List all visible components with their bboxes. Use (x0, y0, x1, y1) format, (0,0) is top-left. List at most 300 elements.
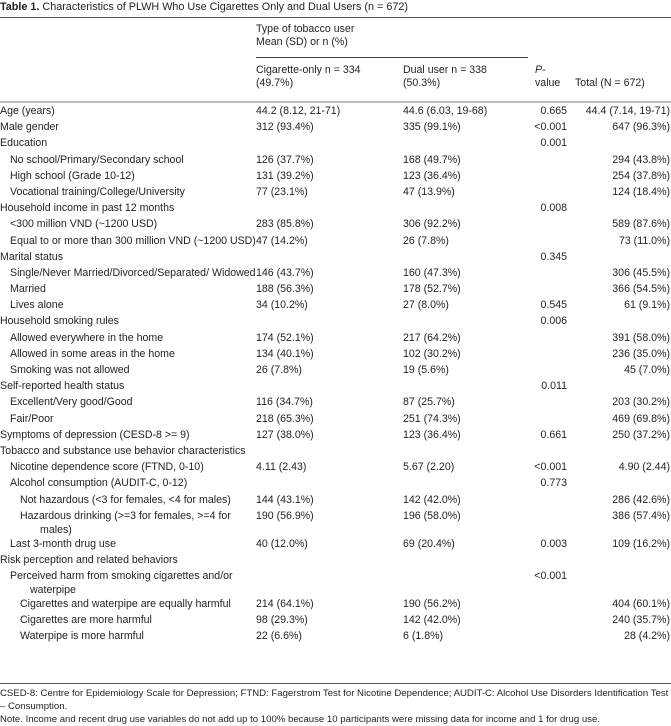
row-label (0, 629, 256, 645)
row-label (0, 136, 256, 152)
cell-total (567, 569, 671, 597)
cell-cigarette-only (256, 537, 403, 553)
cell-total (567, 234, 671, 250)
cell-cigarette-only-text: 134 (40.1%) (256, 347, 314, 360)
cell-cigarette-only (256, 553, 403, 569)
cell-cigarette-only (256, 120, 403, 136)
cell-p-value (531, 509, 567, 537)
row-label-text: Single/Never Married/Divorced/Separated/ Widowed (10, 266, 256, 279)
cell-total-text: 73 (11.0%) (618, 234, 670, 247)
table-row (0, 120, 671, 136)
table-row (0, 153, 671, 169)
cell-p-value (531, 569, 567, 597)
cell-cigarette-only (256, 234, 403, 250)
cell-dual-user (403, 250, 531, 266)
cell-p-value-text: 0.545 (540, 299, 567, 312)
row-label (0, 613, 256, 629)
row-label (0, 428, 256, 444)
cell-p-value (531, 298, 567, 314)
header-cig-line2: (49.7%) (256, 77, 294, 89)
table-number: Table 1. (0, 1, 40, 13)
row-label-text: Last 3-month drug use (10, 537, 116, 550)
cell-p-value (531, 217, 567, 233)
cell-cigarette-only-text: 22 (6.6%) (256, 630, 302, 643)
row-label (0, 444, 256, 460)
row-label-text: Household smoking rules (0, 315, 119, 328)
table-row (0, 395, 671, 411)
cell-p-value (531, 444, 567, 460)
cell-total (567, 460, 671, 476)
cell-total-text: 286 (42.6%) (612, 493, 670, 506)
cell-total (567, 476, 671, 492)
row-label (0, 266, 256, 282)
cell-cigarette-only (256, 136, 403, 152)
row-label (0, 553, 256, 569)
cell-dual-user (403, 629, 531, 645)
cell-dual-user (403, 553, 531, 569)
row-label-text: <300 million VND (~1200 USD) (10, 218, 158, 231)
cell-p-value (531, 493, 567, 509)
cell-dual-user-text: 190 (56.2%) (403, 598, 461, 611)
row-label (0, 537, 256, 553)
cell-dual-user (403, 120, 531, 136)
cell-p-value (531, 250, 567, 266)
row-label-text: Allowed everywhere in the home (10, 331, 164, 344)
cell-dual-user (403, 153, 531, 169)
cell-total (567, 266, 671, 282)
header-dual-user (403, 64, 487, 90)
row-label-text: Self-reported health status (0, 380, 125, 393)
cell-p-value (531, 395, 567, 411)
cell-cigarette-only (256, 185, 403, 201)
cell-total (567, 201, 671, 217)
table-title (0, 1, 408, 13)
table-row (0, 444, 671, 460)
cell-total (567, 613, 671, 629)
cell-dual-user-text: 102 (30.2%) (403, 347, 461, 360)
cell-total (567, 379, 671, 395)
cell-total-text: 240 (35.7%) (612, 614, 670, 627)
table-row (0, 597, 671, 613)
cell-total-text: 28 (4.2%) (624, 630, 670, 643)
cell-total-text: 4.90 (2.44) (618, 461, 670, 474)
cell-total (567, 136, 671, 152)
cell-dual-user-text: 160 (47.3%) (403, 266, 461, 279)
cell-total (567, 363, 671, 379)
cell-cigarette-only (256, 347, 403, 363)
cell-dual-user (403, 282, 531, 298)
cell-p-value (531, 412, 567, 428)
row-label (0, 331, 256, 347)
cell-p-value (531, 314, 567, 330)
cell-p-value (531, 597, 567, 613)
cell-p-value (531, 428, 567, 444)
cell-cigarette-only-text: 4.11 (2.43) (256, 461, 307, 474)
cell-dual-user (403, 363, 531, 379)
cell-dual-user (403, 347, 531, 363)
cell-cigarette-only (256, 476, 403, 492)
row-label (0, 104, 256, 120)
cell-total-text: 254 (37.8%) (612, 169, 670, 182)
cell-dual-user (403, 104, 531, 120)
cell-dual-user (403, 331, 531, 347)
row-label (0, 412, 256, 428)
cell-total-text: 366 (54.5%) (612, 283, 670, 296)
row-label-text: Alcohol consumption (AUDIT-C, 0-12) (10, 477, 188, 490)
cell-dual-user-text: 123 (36.4%) (403, 428, 461, 441)
table-row (0, 201, 671, 217)
row-label (0, 460, 256, 476)
row-label (0, 379, 256, 395)
cell-cigarette-only-text: 98 (29.3%) (256, 614, 308, 627)
row-label (0, 363, 256, 379)
row-label-text: Excellent/Very good/Good (10, 396, 133, 409)
cell-dual-user (403, 597, 531, 613)
cell-cigarette-only (256, 629, 403, 645)
cell-total (567, 331, 671, 347)
cell-cigarette-only-text: 127 (38.0%) (256, 428, 314, 441)
row-label-text: Smoking was not allowed (10, 364, 130, 376)
cell-cigarette-only (256, 104, 403, 120)
cell-total-text: 250 (37.2%) (612, 428, 670, 441)
cell-cigarette-only (256, 379, 403, 395)
cell-cigarette-only (256, 331, 403, 347)
cell-cigarette-only-text: 126 (37.7%) (256, 153, 314, 166)
table-row (0, 363, 671, 379)
cell-total (567, 282, 671, 298)
cell-total-text: 203 (30.2%) (612, 396, 670, 409)
table-row (0, 282, 671, 298)
cell-p-value-text: <0.001 (534, 570, 567, 583)
cell-dual-user (403, 266, 531, 282)
row-label-text: Tobacco and substance use behavior characteristics (0, 444, 246, 457)
cell-cigarette-only (256, 493, 403, 509)
cell-dual-user (403, 460, 531, 476)
cell-dual-user-text: 87 (25.7%) (403, 396, 455, 409)
table-row (0, 169, 671, 185)
table-row (0, 250, 671, 266)
cell-cigarette-only (256, 428, 403, 444)
row-label-text: Marital status (0, 250, 63, 263)
cell-dual-user (403, 509, 531, 537)
cell-dual-user-text: 5.67 (2.20) (403, 461, 455, 474)
row-label-text: Cigarettes are more harmful (20, 614, 152, 627)
cell-p-value (531, 234, 567, 250)
row-label (0, 217, 256, 233)
cell-dual-user (403, 428, 531, 444)
cell-total-text: 236 (35.0%) (612, 347, 670, 360)
cell-p-value-text: 0.773 (540, 477, 567, 490)
cell-total-text: 386 (57.4%) (612, 509, 670, 522)
row-label-text: No school/Primary/Secondary school (10, 153, 184, 166)
row-label-text: Nicotine dependence score (FTND, 0-10) (10, 461, 204, 474)
row-label (0, 493, 256, 509)
cell-cigarette-only (256, 201, 403, 217)
cell-dual-user (403, 217, 531, 233)
cell-cigarette-only (256, 363, 403, 379)
table-row (0, 428, 671, 444)
cell-p-value (531, 476, 567, 492)
cell-cigarette-only-text: 144 (43.1%) (256, 493, 314, 506)
cell-total (567, 629, 671, 645)
table-row (0, 347, 671, 363)
cell-cigarette-only (256, 266, 403, 282)
cell-p-value (531, 136, 567, 152)
row-label-text: Fair/Poor (10, 412, 54, 425)
footnote-abbreviations: CSED-8: Centre for Epidemiology Scale for Depression; FTND: Fagerstrom Test for Nicotine Dependence; AUDIT-C: Alcohol Use Disorders Identification Test – Consumption. (0, 688, 669, 712)
cell-dual-user-text: 123 (36.4%) (403, 169, 461, 182)
cell-dual-user (403, 613, 531, 629)
cell-cigarette-only (256, 395, 403, 411)
cell-p-value-text: <0.001 (534, 461, 567, 474)
cell-total-text: 124 (18.4%) (612, 185, 670, 198)
header-group (256, 23, 354, 49)
cell-cigarette-only (256, 153, 403, 169)
row-label (0, 347, 256, 363)
header-group-line1: Type of tobacco user (256, 23, 355, 35)
cell-total-text: 469 (69.8%) (612, 412, 670, 425)
cell-dual-user (403, 185, 531, 201)
row-label-text: Allowed in some areas in the home (10, 347, 175, 360)
cell-p-value (531, 282, 567, 298)
cell-total (567, 493, 671, 509)
cell-cigarette-only (256, 613, 403, 629)
cell-p-value (531, 460, 567, 476)
header-p-line1: P- (535, 64, 546, 76)
table-row (0, 509, 671, 537)
cell-total (567, 120, 671, 136)
row-label (0, 201, 256, 217)
cell-dual-user (403, 136, 531, 152)
cell-total-text: 404 (60.1%) (612, 598, 670, 611)
row-label-text: High school (Grade 10-12) (10, 169, 135, 182)
table-row (0, 476, 671, 492)
cell-total (567, 597, 671, 613)
header-p-value (535, 64, 560, 90)
table-row (0, 136, 671, 152)
row-label-text: Not hazardous (<3 for females, <4 for males) (20, 493, 231, 506)
row-label (0, 234, 256, 250)
table-row (0, 217, 671, 233)
table-row (0, 613, 671, 629)
table-row (0, 314, 671, 330)
cell-p-value-text: 0.003 (540, 537, 567, 550)
row-label (0, 153, 256, 169)
cell-total (567, 444, 671, 460)
cell-p-value (531, 331, 567, 347)
cell-cigarette-only (256, 412, 403, 428)
cell-total (567, 153, 671, 169)
cell-total (567, 553, 671, 569)
cell-cigarette-only (256, 460, 403, 476)
cell-cigarette-only-text: 190 (56.9%) (256, 509, 314, 522)
cell-dual-user (403, 298, 531, 314)
cell-dual-user (403, 493, 531, 509)
cell-cigarette-only (256, 169, 403, 185)
row-label-text: Household income in past 12 months (0, 202, 175, 215)
row-label (0, 569, 256, 597)
row-label-text: Lives alone (10, 299, 64, 312)
header-total: Total (N = 672) (575, 77, 645, 89)
table-row (0, 493, 671, 509)
cell-p-value (531, 379, 567, 395)
cell-total-text: 647 (96.3%) (612, 121, 670, 134)
cell-dual-user-text: 251 (74.3%) (403, 412, 461, 425)
table-row (0, 412, 671, 428)
cell-cigarette-only-text: 131 (39.2%) (256, 169, 314, 182)
cell-total (567, 169, 671, 185)
cell-cigarette-only-text: 312 (93.4%) (256, 121, 314, 134)
table-row (0, 460, 671, 476)
header-p-line2: value (535, 77, 561, 89)
cell-total (567, 428, 671, 444)
cell-cigarette-only (256, 217, 403, 233)
row-label (0, 250, 256, 266)
table-row (0, 629, 671, 645)
row-label-text: Cigarettes and waterpipe are equally harmful (20, 598, 231, 611)
cell-p-value (531, 537, 567, 553)
cell-cigarette-only-text: 44.2 (8.12, 21-71) (256, 105, 341, 117)
table-row (0, 298, 671, 314)
cell-total (567, 185, 671, 201)
cell-p-value (531, 629, 567, 645)
cell-p-value (531, 104, 567, 120)
cell-p-value-text: 0.001 (540, 137, 567, 150)
cell-cigarette-only-text: 174 (52.1%) (256, 331, 314, 344)
header-rule (0, 101, 671, 103)
row-label-text: Waterpipe is more harmful (20, 630, 144, 643)
row-label-text: Hazardous drinking (>=3 for females, >=4 for males) (20, 509, 231, 536)
cell-cigarette-only (256, 597, 403, 613)
cell-dual-user (403, 395, 531, 411)
cell-total-text: 391 (58.0%) (612, 331, 670, 344)
header-cig-line1: Cigarette-only n = 334 (256, 64, 361, 76)
cell-total-text: 109 (16.2%) (612, 537, 670, 550)
cell-dual-user-text: 196 (58.0%) (403, 509, 461, 522)
cell-total (567, 104, 671, 120)
cell-dual-user-text: 306 (92.2%) (403, 218, 461, 231)
header-dual-line2: (50.3%) (403, 77, 441, 89)
cell-dual-user (403, 201, 531, 217)
row-label-text: Vocational training/College/University (10, 185, 185, 198)
cell-dual-user-text: 142 (42.0%) (403, 614, 461, 627)
row-label-text: Age (years) (0, 105, 55, 117)
table-row (0, 379, 671, 395)
cell-cigarette-only-text: 188 (56.3%) (256, 283, 314, 296)
cell-dual-user-text: 217 (64.2%) (403, 331, 461, 344)
table-row (0, 331, 671, 347)
cell-cigarette-only-text: 146 (43.7%) (256, 266, 314, 279)
row-label (0, 120, 256, 136)
bottom-rule (0, 683, 671, 684)
cell-total-text: 61 (9.1%) (624, 299, 670, 312)
cell-p-value-text: 0.006 (540, 315, 567, 328)
cell-cigarette-only-text: 116 (34.7%) (256, 396, 313, 409)
row-label (0, 282, 256, 298)
cell-p-value-text: 0.665 (540, 105, 567, 117)
cell-p-value (531, 153, 567, 169)
cell-total-text: 306 (45.5%) (612, 266, 670, 279)
row-label (0, 476, 256, 492)
footnotes (0, 687, 671, 726)
cell-p-value (531, 613, 567, 629)
cell-cigarette-only (256, 250, 403, 266)
cell-dual-user-text: 335 (99.1%) (403, 121, 461, 134)
cell-p-value (531, 185, 567, 201)
cell-dual-user (403, 444, 531, 460)
cell-cigarette-only-text: 26 (7.8%) (256, 364, 302, 376)
cell-cigarette-only-text: 214 (64.1%) (256, 598, 314, 611)
table-row (0, 537, 671, 553)
header-cigarette-only (256, 64, 361, 90)
row-label (0, 597, 256, 613)
cell-p-value (531, 201, 567, 217)
table-caption: Characteristics of PLWH Who Use Cigarettes Only and Dual Users (n = 672) (42, 1, 408, 13)
cell-cigarette-only (256, 298, 403, 314)
row-label-text: Married (10, 283, 46, 296)
table-row (0, 185, 671, 201)
cell-total (567, 217, 671, 233)
header-group-line2: Mean (SD) or n (%) (256, 36, 348, 48)
row-label-text: Risk perception and related behaviors (0, 553, 178, 566)
cell-p-value (531, 553, 567, 569)
top-rule (0, 17, 671, 18)
cell-dual-user-text: 69 (20.4%) (403, 537, 455, 550)
cell-total (567, 314, 671, 330)
row-label (0, 314, 256, 330)
cell-p-value-text: 0.661 (540, 428, 567, 441)
cell-dual-user-text: 19 (5.6%) (403, 364, 449, 376)
cell-dual-user (403, 569, 531, 597)
header-group-rule (256, 57, 528, 58)
table-row (0, 553, 671, 569)
cell-total (567, 412, 671, 428)
cell-dual-user (403, 314, 531, 330)
cell-p-value-text: 0.011 (541, 380, 567, 393)
cell-dual-user-text: 27 (8.0%) (403, 299, 449, 312)
table-row (0, 266, 671, 282)
cell-cigarette-only (256, 282, 403, 298)
table-row (0, 104, 671, 120)
cell-p-value (531, 347, 567, 363)
cell-total (567, 395, 671, 411)
characteristics-table (0, 104, 671, 646)
cell-total-text: 589 (87.6%) (612, 218, 670, 231)
cell-p-value (531, 363, 567, 379)
cell-dual-user-text: 26 (7.8%) (403, 234, 449, 247)
cell-p-value (531, 169, 567, 185)
cell-total (567, 347, 671, 363)
cell-dual-user (403, 234, 531, 250)
cell-total (567, 298, 671, 314)
cell-p-value (531, 266, 567, 282)
cell-cigarette-only (256, 314, 403, 330)
cell-cigarette-only-text: 218 (65.3%) (256, 412, 314, 425)
row-label (0, 395, 256, 411)
cell-p-value-text: 0.008 (540, 202, 567, 215)
cell-p-value (531, 120, 567, 136)
cell-p-value-text: <0.001 (534, 121, 567, 134)
cell-cigarette-only-text: 40 (12.0%) (256, 537, 308, 550)
cell-total-text: 45 (7.0%) (624, 364, 670, 376)
cell-cigarette-only-text: 77 (23.1%) (256, 185, 308, 198)
row-label (0, 185, 256, 201)
cell-dual-user-text: 47 (13.9%) (403, 185, 455, 198)
cell-dual-user-text: 44.6 (6.03, 19-68) (403, 105, 488, 117)
cell-dual-user-text: 6 (1.8%) (403, 630, 444, 643)
cell-dual-user-text: 178 (52.7%) (403, 283, 461, 296)
cell-cigarette-only (256, 509, 403, 537)
